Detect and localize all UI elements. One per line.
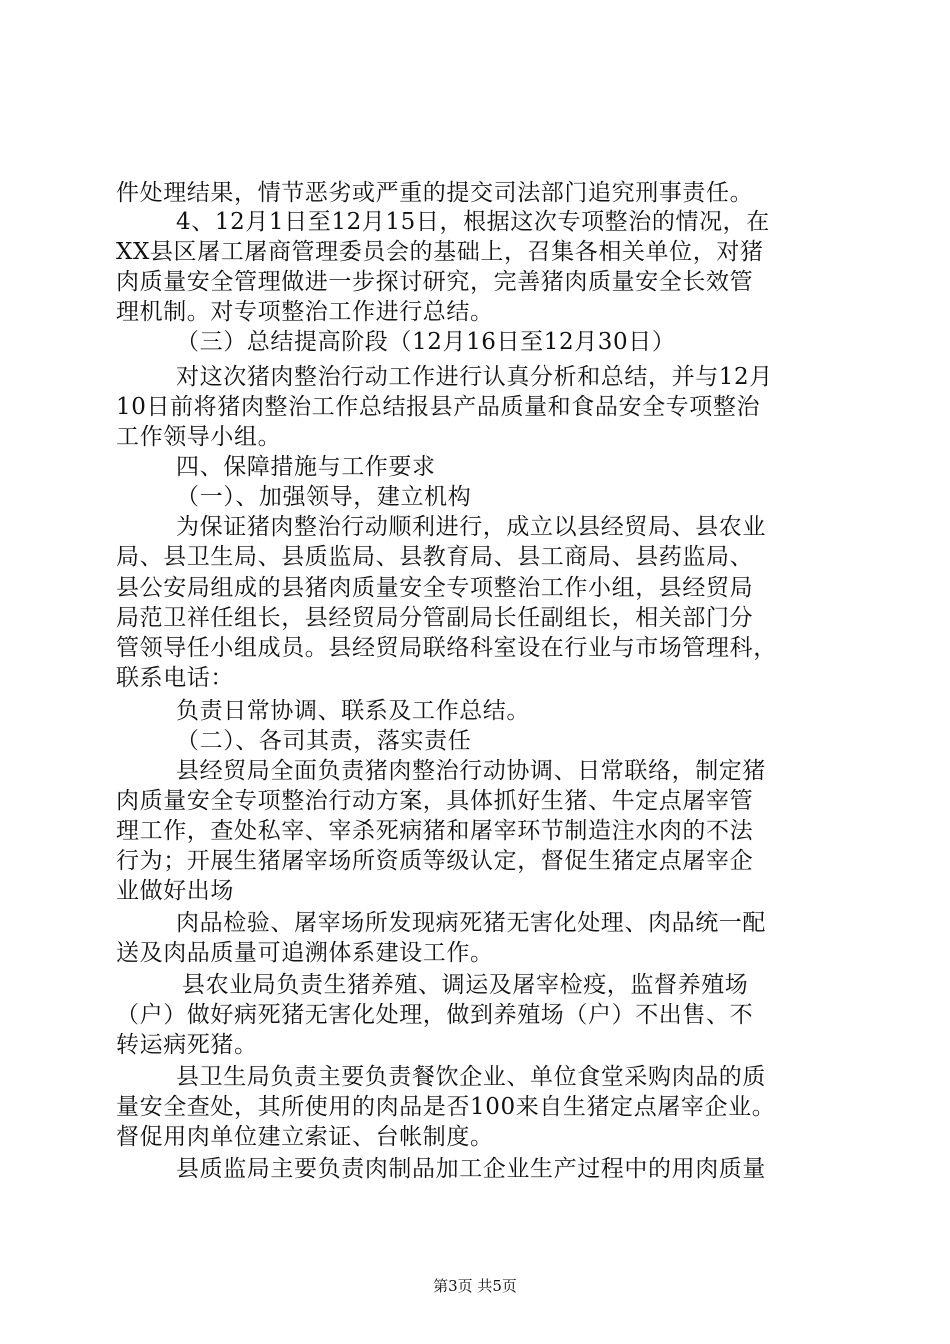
text-line: 工作领导小组。 <box>116 424 282 450</box>
text-line: 理工作，查处私宰、宰杀死病猪和屠宰环节制造注水肉的不法 <box>116 818 754 844</box>
text-line: 县卫生局负责主要负责餐饮企业、单位食堂采购肉品的质 <box>176 1064 766 1090</box>
text-line: 肉质量安全专项整治行动方案，具体抓好生猪、牛定点屠宰管 <box>116 788 754 814</box>
section-heading: 四、保障措施与工作要求 <box>176 454 436 480</box>
text-line: 督促用肉单位建立索证、台帐制度。 <box>116 1124 494 1150</box>
text-line: 县经贸局全面负责猪肉整治行动协调、日常联络，制定猪 <box>176 758 766 784</box>
text-line: 局、县卫生局、县质监局、县教育局、县工商局、县药监局、 <box>116 544 754 570</box>
section-heading: （三）总结提高阶段（12月16日至12月30日） <box>176 329 676 355</box>
text-line: 县农业局负责生猪养殖、调运及屠宰检疫，监督养殖场 <box>182 972 749 998</box>
text-line: 量安全查处，其所使用的肉品是否100来自生猪定点屠宰企业。 <box>116 1094 776 1120</box>
text-line: 送及肉品质量可追溯体系建设工作。 <box>116 940 494 966</box>
text-line: 10日前将猪肉整治工作总结报县产品质量和食品安全专项整治 <box>116 394 761 420</box>
text-line: 县质监局主要负责肉制品加工企业生产过程中的用肉质量 <box>176 1156 766 1182</box>
text-line: 联系电话： <box>116 665 234 691</box>
text-line: 肉品检验、屠宰场所发现病死猪无害化处理、肉品统一配 <box>176 910 766 936</box>
section-heading: （一）、加强领导，建立机构 <box>176 484 472 510</box>
section-heading: （二）、各司其责，落实责任 <box>176 728 472 754</box>
text-line: XX县区屠工屠商管理委员会的基础上，召集各相关单位，对猪 <box>116 239 764 265</box>
text-line: （户）做好病死猪无害化处理，做到养殖场（户）不出售、不 <box>116 1002 754 1028</box>
text-line: 业做好出场 <box>116 878 234 904</box>
text-line: 肉质量安全管理做进一步探讨研究，完善猪肉质量安全长效管 <box>116 269 754 295</box>
text-line: 对这次猪肉整治行动工作进行认真分析和总结，并与12月 <box>176 364 773 390</box>
text-line: 负责日常协调、联系及工作总结。 <box>176 698 530 724</box>
text-line: 为保证猪肉整治行动顺利进行，成立以县经贸局、县农业 <box>176 514 766 540</box>
text-line: 局范卫祥任组长，县经贸局分管副局长任副组长，相关部门分 <box>116 605 754 631</box>
text-line: 行为；开展生猪屠宰场所资质等级认定，督促生猪定点屠宰企 <box>116 848 754 874</box>
text-line: 县公安局组成的县猪肉质量安全专项整治工作小组，县经贸局 <box>116 575 754 601</box>
text-line: 转运病死猪。 <box>116 1032 258 1058</box>
text-line: 4、12月1日至12月15日，根据这次专项整治的情况，在 <box>176 209 770 235</box>
text-line: 件处理结果，情节恶劣或严重的提交司法部门追究刑事责任。 <box>116 180 754 206</box>
page-number-footer: 第3页 共5页 <box>433 1277 517 1295</box>
text-line: 管领导任小组成员。县经贸局联络科室设在行业与市场管理科， <box>116 635 777 661</box>
text-line: 理机制。对专项整治工作进行总结。 <box>116 299 494 325</box>
